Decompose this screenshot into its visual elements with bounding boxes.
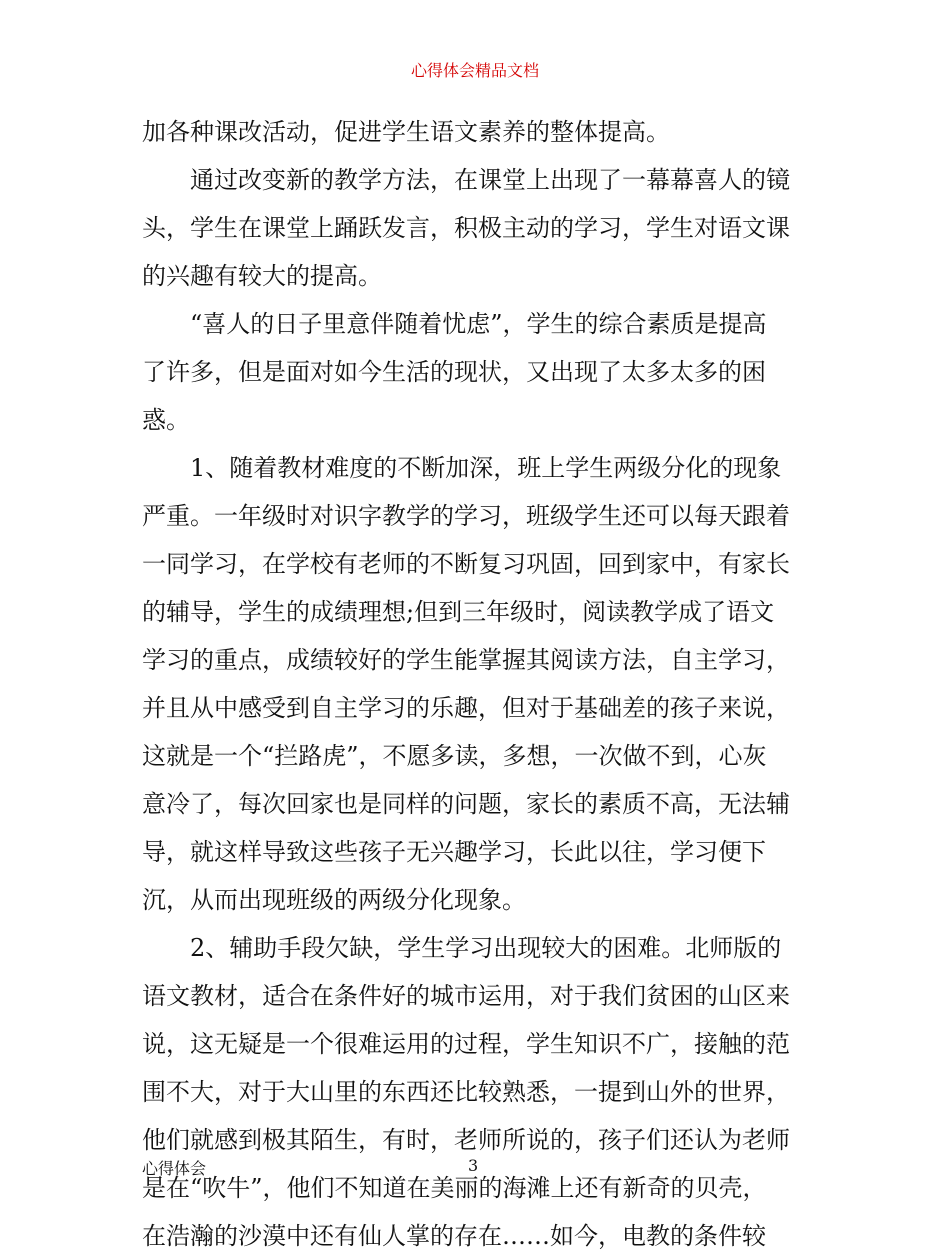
text-line: 这就是一个“拦路虎”，不愿多读，多想，一次做不到，心灰 xyxy=(142,742,767,770)
text-line: 一同学习，在学校有老师的不断复习巩固，回到家中，有家长 xyxy=(142,550,790,578)
text-line: 语文教材，适合在条件好的城市运用，对于我们贫困的山区来 xyxy=(142,982,790,1010)
text-line: 了许多，但是面对如今生活的现状，又出现了太多太多的困 xyxy=(142,358,766,386)
footer-label: 心得体会 xyxy=(142,1159,207,1178)
text-line: 意冷了，每次回家也是同样的问题，家长的素质不高，无法辅 xyxy=(142,790,790,818)
text-line: 1、随着教材难度的不断加深，班上学生两级分化的现象 xyxy=(190,454,782,482)
text-line: 学习的重点，成绩较好的学生能掌握其阅读方法，自主学习， xyxy=(142,646,790,674)
text-line: 围不大，对于大山里的东西还比较熟悉，一提到山外的世界， xyxy=(142,1078,790,1106)
text-line: “喜人的日子里意伴随着忧虑”，学生的综合素质是提高 xyxy=(190,310,767,338)
text-line: 惑。 xyxy=(142,406,190,434)
text-line: 他们就感到极其陌生，有时，老师所说的，孩子们还认为老师 xyxy=(142,1126,790,1154)
text-line: 沉，从而出现班级的两级分化现象。 xyxy=(142,886,526,914)
document-body xyxy=(142,108,812,1260)
text-line: 2、辅助手段欠缺，学生学习出现较大的困难。北师版的 xyxy=(190,934,782,962)
text-line: 通过改变新的教学方法，在课堂上出现了一幕幕喜人的镜 xyxy=(190,166,790,194)
text-line: 并且从中感受到自主学习的乐趣，但对于基础差的孩子来说， xyxy=(142,694,790,722)
text-line: 的兴趣有较大的提高。 xyxy=(142,262,382,290)
text-line: 导，就这样导致这些孩子无兴趣学习，长此以往，学习便下 xyxy=(142,838,766,866)
text-line: 加各种课改活动，促进学生语文素养的整体提高。 xyxy=(142,118,670,146)
text-line: 在浩瀚的沙漠中还有仙人掌的存在……如今，电教的条件较 xyxy=(142,1222,766,1250)
text-line: 是在“吹牛”，他们不知道在美丽的海滩上还有新奇的贝壳， xyxy=(142,1174,767,1202)
page-header-title: 心得体会精品文档 xyxy=(410,61,539,80)
text-line: 头，学生在课堂上踊跃发言，积极主动的学习，学生对语文课 xyxy=(142,214,790,242)
footer-page-number: 3 xyxy=(468,1156,479,1175)
text-line: 严重。一年级时对识字教学的学习，班级学生还可以每天跟着 xyxy=(142,502,790,530)
text-line: 的辅导，学生的成绩理想;但到三年级时，阅读教学成了语文 xyxy=(142,598,775,626)
text-line: 说，这无疑是一个很难运用的过程，学生知识不广，接触的范 xyxy=(142,1030,790,1058)
